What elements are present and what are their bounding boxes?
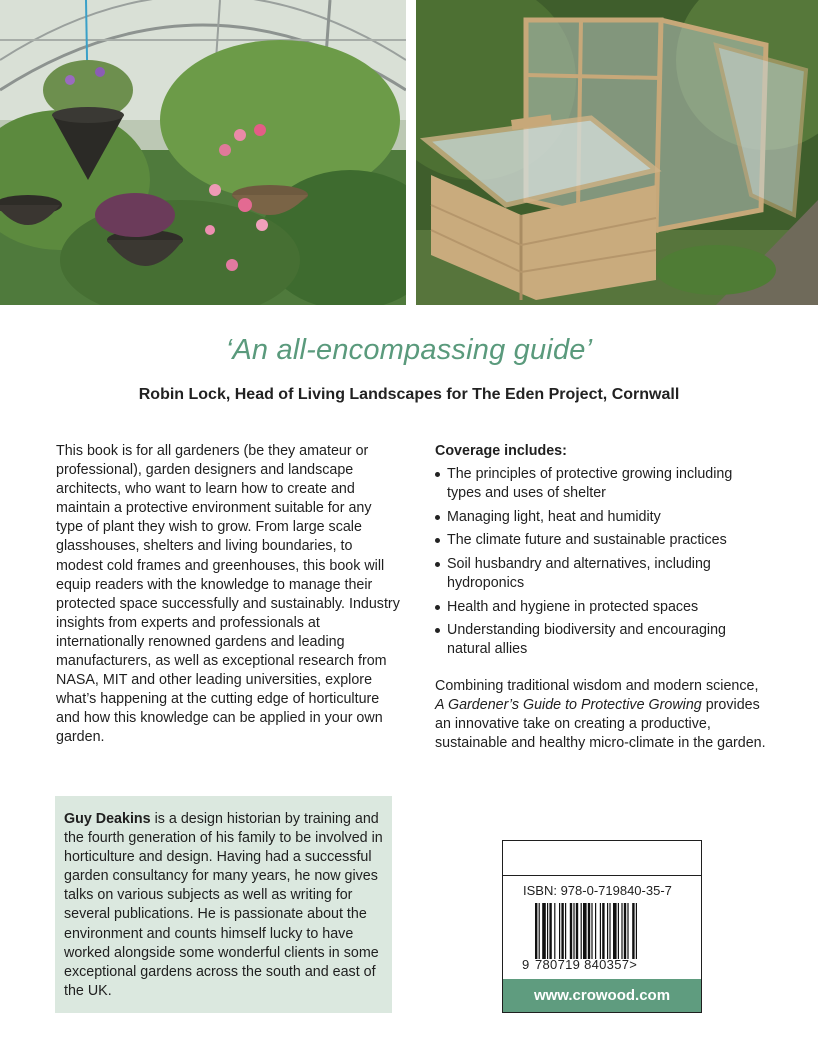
barcode-bar xyxy=(554,903,555,959)
barcode-bar xyxy=(618,903,619,959)
closing-text-after: provides an innovative take on creating a productive, sustainable and healthy micro-climate in the garden. xyxy=(435,697,766,752)
barcode-bar xyxy=(621,903,622,959)
author-name: Guy Deakins xyxy=(64,811,151,827)
coverage-list xyxy=(435,465,770,659)
coverage-item: Understanding biodiversity and encouraging natural allies xyxy=(435,621,770,659)
barcode-bar xyxy=(600,903,601,959)
barcode-bar xyxy=(570,903,572,959)
barcode-bar xyxy=(609,903,610,959)
hanging-baskets-illustration xyxy=(0,0,406,305)
barcode-bar xyxy=(539,903,540,959)
barcode-bar xyxy=(559,903,560,959)
barcode-bar xyxy=(632,903,634,959)
barcode-bar xyxy=(573,903,574,959)
coverage-item: Health and hygiene in protected spaces xyxy=(435,598,770,617)
coverage-section xyxy=(435,442,770,664)
barcode-bar xyxy=(565,903,566,959)
barcode-bar xyxy=(607,903,608,959)
publisher-url-bar[interactable]: www.crowood.com xyxy=(503,979,701,1012)
book-description: This book is for all gardeners (be they amateur or professional), garden designers and landscape architects, who want to learn how to create and maintain a protective environment suitable for any type of plant they wish to grow. From large scale glasshouses, shelters and living boundaries, to modest cold frames and greenhouses, this book will equip readers with the knowledge to manage their protected space successfully and sustainably. Industry insights from experts and professionals at internationally renowned gardens and leading manufacturers, as well as exceptional research from NASA, MIT and other leading universities, explore what’s happening at the cutting edge of horticulture and how this knowledge can be applied in your own garden. xyxy=(56,443,400,746)
barcode-divider xyxy=(503,875,701,876)
barcode-bar xyxy=(588,903,590,959)
barcode-bar xyxy=(613,903,617,959)
barcode-bar xyxy=(591,903,592,959)
book-title: A Gardener’s Guide to Protective Growing xyxy=(435,697,702,714)
closing-paragraph xyxy=(435,677,770,753)
barcode-bar xyxy=(561,903,563,959)
barcode-lead-digit: 9 xyxy=(522,957,530,972)
barcode-bar xyxy=(602,903,604,959)
barcode-bar xyxy=(581,903,582,959)
coverage-item: Soil husbandry and alternatives, including hydroponics xyxy=(435,555,770,593)
coverage-item: The climate future and sustainable practices xyxy=(435,531,770,550)
cold-frame-photo xyxy=(416,0,818,305)
barcode-bars xyxy=(535,903,679,959)
barcode-bar xyxy=(627,903,628,959)
barcode-bar xyxy=(542,903,546,959)
barcode-bar xyxy=(535,903,537,959)
author-bio: is a design historian by training and the fourth generation of his family to be involved in horticulture and design. Having had a successful garden consultancy for many years, he now gives talks on various subjects as well as writing for several publications. He is passionate about the environment and counts himself lucky to have worked alongside some wonderful clients in some exceptional gardens across the south and east of the UK. xyxy=(64,811,383,999)
closing-text-before: Combining traditional wisdom and modern science, xyxy=(435,678,759,694)
author-bio-box xyxy=(55,796,392,1013)
barcode-bar xyxy=(547,903,548,959)
barcode-bar xyxy=(583,903,587,959)
barcode-bar xyxy=(624,903,626,959)
quote-attribution: Robin Lock, Head of Living Landscapes for The Eden Project, Cornwall xyxy=(138,386,680,403)
isbn-label: ISBN: 978-0-719840-35-7 xyxy=(523,883,672,898)
hanging-baskets-photo xyxy=(0,0,406,305)
cold-frame-illustration xyxy=(416,0,818,305)
barcode-number: 780719 840357 xyxy=(535,957,630,972)
barcode-arrow: > xyxy=(629,957,638,972)
coverage-item: Managing light, heat and humidity xyxy=(435,508,770,527)
coverage-heading: Coverage includes: xyxy=(435,443,567,459)
coverage-item: The principles of protective growing including types and uses of shelter xyxy=(435,465,770,503)
review-quote: ‘An all-encompassing guide’ xyxy=(225,334,593,366)
barcode-bar xyxy=(636,903,637,959)
barcode-bar xyxy=(576,903,578,959)
barcode-digits xyxy=(522,957,637,972)
barcode-bar xyxy=(549,903,551,959)
barcode-bar xyxy=(595,903,596,959)
barcode-box xyxy=(502,840,702,1013)
